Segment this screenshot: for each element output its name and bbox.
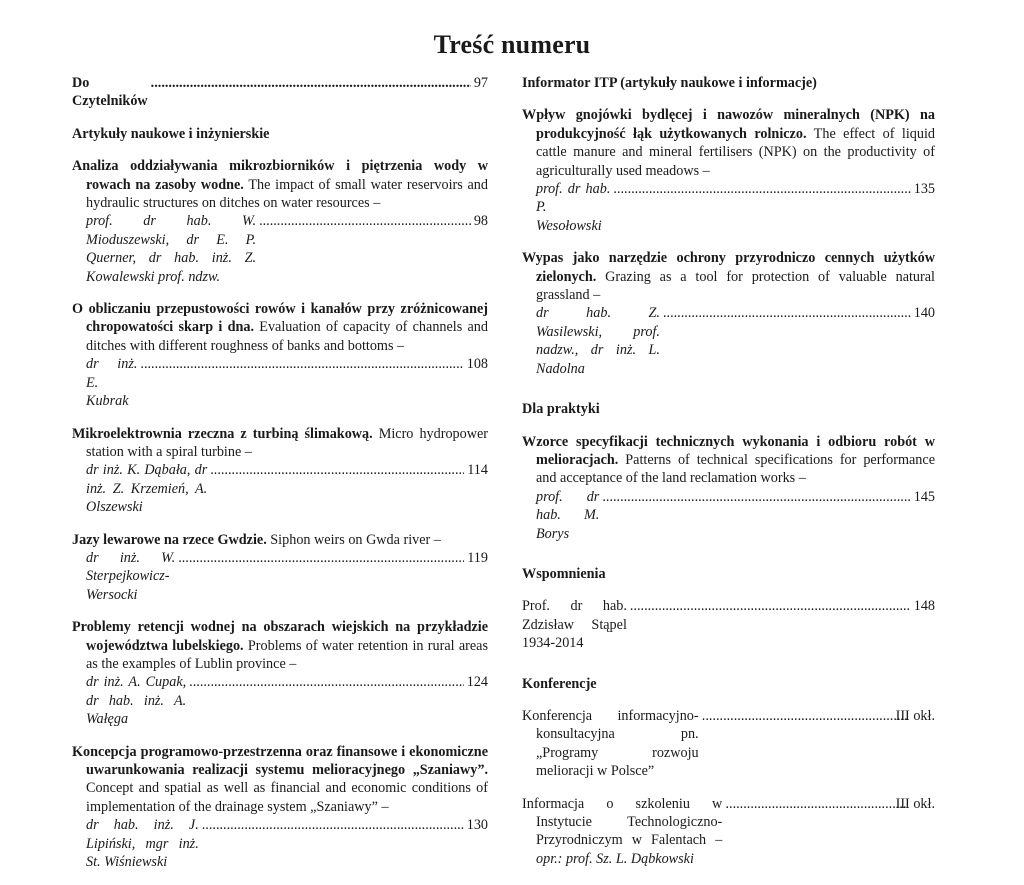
dot-leader [210,461,464,479]
conference-entry[interactable] [522,707,935,781]
dot-leader [702,707,907,725]
dot-leader [178,549,464,567]
dot-leader [151,74,471,92]
page-number: III okł. [895,707,935,724]
conference-entry[interactable] [522,795,935,869]
entry-description: Micro hydropower station with a spiral turbine – [86,425,489,460]
toc-entry[interactable] [72,300,488,410]
page-number: 114 [467,462,488,479]
toc-entry[interactable] [72,157,488,286]
toc-entry[interactable] [522,106,935,235]
entry-authors: dr inż. E. Kubrak [86,356,138,410]
toc-entry[interactable] [72,425,488,517]
entry-description: Grazing as a tool for protection of valuable natural grassland – [536,268,935,304]
entry-description: The effect of liquid cattle manure and mineral fertilisers (NPK) on the productivity of agriculturally used meadows – [536,125,935,179]
page-number: 124 [466,674,488,691]
entry-description: The impact of small water reservoirs and hydraulic structures on ditches on water resources – [86,176,488,212]
entry-authors: dr inż. A. Cupak, dr hab. inż. A. Wałęga [86,674,187,728]
dot-leader [613,180,910,198]
entry-title: Analiza oddziaływania mikrozbiorników i piętrzenia wody w rowach na zasoby wodne. [72,158,488,193]
entry-title: O obliczaniu przepustowości rowów i kanałów przy zróżnicowanej chropowatości skarp i dna. [72,301,488,336]
entry-description: Concept and spatial as well as financial and economic conditions of implementation of the drainage system „Szaniawy” – [86,780,488,815]
entry-description: Evaluation of capacity of channels and ditches with different roughness of banks and bottoms – [86,319,488,354]
entry-title: Wpływ gnojówki bydlęcej i nawozów mineralnych (NPK) na produkcyjność łąk użytkowanych rolniczo. [522,107,935,142]
intro-label: Do Czytelników [72,75,148,110]
toc-entry[interactable] [72,618,488,728]
conference-text: Informacja o szkoleniu w Instytucie Technologiczno-Przyrodniczym w Falentach – [522,795,723,849]
entry-description: Siphon weirs on Gwda river – [266,531,441,548]
page-number: 135 [913,181,935,198]
conference-text: Konferencja informacyjno-konsultacyjna pn. „Programy rozwoju melioracji w Polsce” [522,707,699,780]
page-title: Treść numeru [433,30,591,59]
memorial-entry[interactable] [522,597,935,652]
dot-leader [602,488,910,506]
entry-description: Patterns of technical specifications for performance and acceptance of the land reclamation works – [536,451,935,487]
dot-leader [725,795,906,813]
entry-title: Koncepcja programowo-przestrzenna oraz finansowe i ekonomiczne uwarunkowania realizacji systemu melioracyjnego „Szaniawy”. [72,743,488,778]
toc-entry[interactable] [72,531,488,605]
entry-title: Wypas jako narzędzie ochrony przyrodniczo cennych użytków zielonych. [522,250,935,285]
page-number: 140 [913,305,935,322]
dot-leader [202,816,464,834]
dot-leader [663,304,911,322]
entry-authors: dr inż. K. Dąbała, dr inż. Z. Krzemień, A. Olszewski [86,462,208,516]
entry-title: Wzorce specyfikacji technicznych wykonania i odbioru robót w melioracjach. [522,433,935,468]
left-column [72,74,488,885]
page-number: 108 [466,356,488,373]
entry-authors: dr hab. inż. J. Lipiński, mgr inż. St. Wiśniewski [86,817,199,871]
entry-title: Jazy lewarowe na rzece Gwdzie. [72,531,267,548]
page-number: 145 [913,488,935,505]
section-heading: Artykuły naukowe i inżynierskie [72,125,270,142]
entry-authors: dr inż. W. Sterpejkowicz-Wersocki [86,549,176,603]
dot-leader [189,673,464,691]
dot-leader [140,355,463,373]
section-heading: Dla praktyki [522,401,600,418]
entry-description: Problems of water retention in rural areas as the examples of Lublin province – [86,637,488,672]
toc-entry[interactable] [72,743,488,872]
section-heading: Informator ITP (artykuły naukowe i informacje) [522,75,817,91]
memorial-label: Prof. dr hab. Zdzisław Stąpel 1934-2014 [522,598,627,652]
intro-entry[interactable] [72,74,488,111]
section-heading: Wspomnienia [522,565,606,582]
toc-entry[interactable] [522,249,935,378]
page-number: 97 [473,75,488,91]
section-heading: Konferencje [522,675,597,692]
dot-leader [259,212,471,230]
toc-entry[interactable] [522,433,935,543]
page-number: 119 [467,549,488,566]
page-number: 148 [913,598,935,615]
entry-authors: opr.: prof. Sz. L. Dąbkowski [536,850,694,867]
page-number: III okł. [895,795,935,812]
entry-authors: prof. dr hab. P. Wesołowski [536,181,611,234]
entry-title: Problemy retencji wodnej na obszarach wiejskich na przykładzie województwa lubelskiego. [72,619,488,654]
entry-title: Mikroelektrownia rzeczna z turbiną ślimakową. [72,425,373,442]
entry-authors: prof. dr hab. M. Borys [536,488,600,542]
dot-leader [630,597,911,615]
page-number: 98 [473,213,488,230]
page-number: 130 [466,817,488,834]
right-column [522,74,935,882]
entry-authors: dr hab. Z. Wasilewski, prof. nadzw., dr inż. L. Nadolna [536,305,660,377]
entry-authors: prof. dr hab. W. Mioduszewski, dr E. P. Querner, dr hab. inż. Z. Kowalewski prof. ndzw. [86,213,257,285]
